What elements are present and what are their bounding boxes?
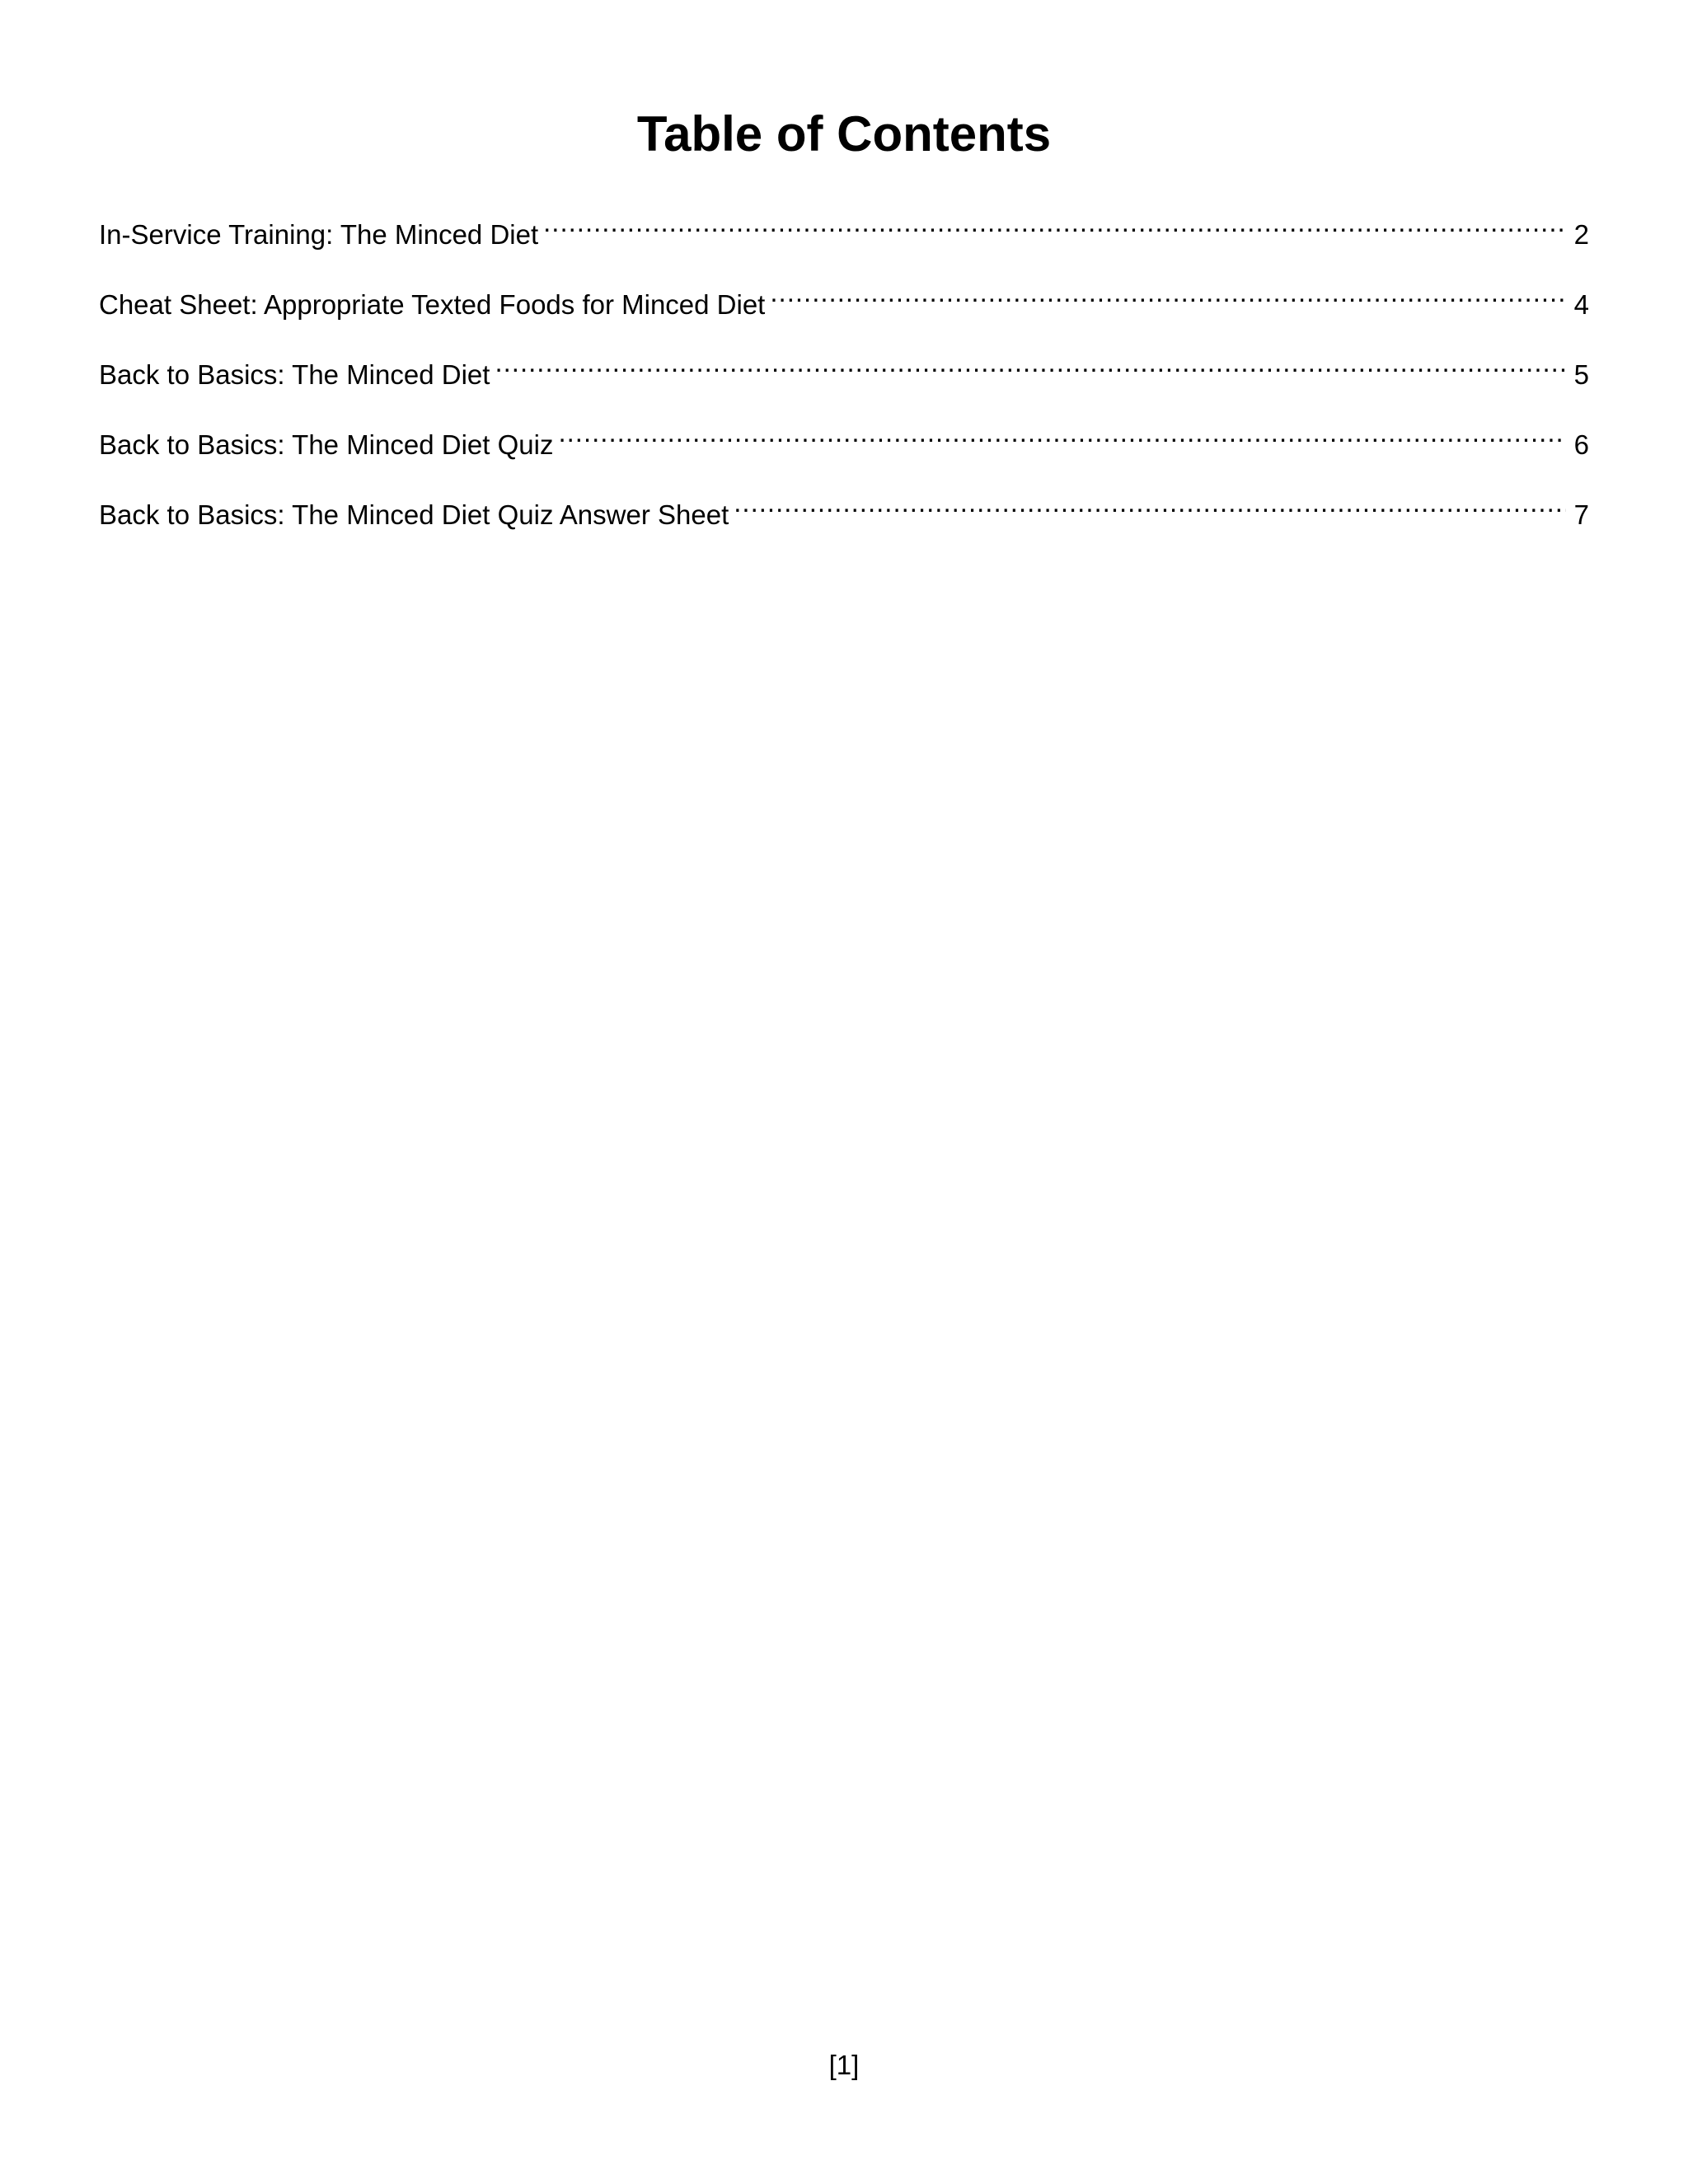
toc-entry[interactable] <box>99 201 1589 271</box>
toc-entry-page: 4 <box>1573 289 1589 320</box>
toc-entry-title: Back to Basics: The Minced Diet <box>99 359 490 390</box>
toc-entry[interactable] <box>99 341 1589 411</box>
dot-leader <box>770 271 1565 314</box>
toc-entry-page: 7 <box>1573 499 1589 530</box>
page-number: [1] <box>828 2050 860 2080</box>
toc-entry[interactable] <box>99 271 1589 341</box>
toc-entry-page: 6 <box>1573 429 1589 460</box>
toc-entry[interactable] <box>99 481 1589 551</box>
toc-entry-page: 5 <box>1573 359 1589 390</box>
toc-list <box>99 201 1589 551</box>
dot-leader <box>558 411 1565 454</box>
toc-entry[interactable] <box>99 411 1589 481</box>
dot-leader <box>734 481 1565 524</box>
dot-leader <box>543 201 1566 244</box>
toc-entry-title: In-Service Training: The Minced Diet <box>99 219 539 250</box>
toc-entry-title: Back to Basics: The Minced Diet Quiz <box>99 429 554 460</box>
toc-entry-page: 2 <box>1573 219 1589 250</box>
toc-heading: Table of Contents <box>636 106 1052 162</box>
toc-entry-title: Back to Basics: The Minced Diet Quiz Answer Sheet <box>99 499 729 530</box>
toc-entry-title: Cheat Sheet: Appropriate Texted Foods for Minced Diet <box>99 289 766 320</box>
dot-leader <box>495 341 1565 384</box>
